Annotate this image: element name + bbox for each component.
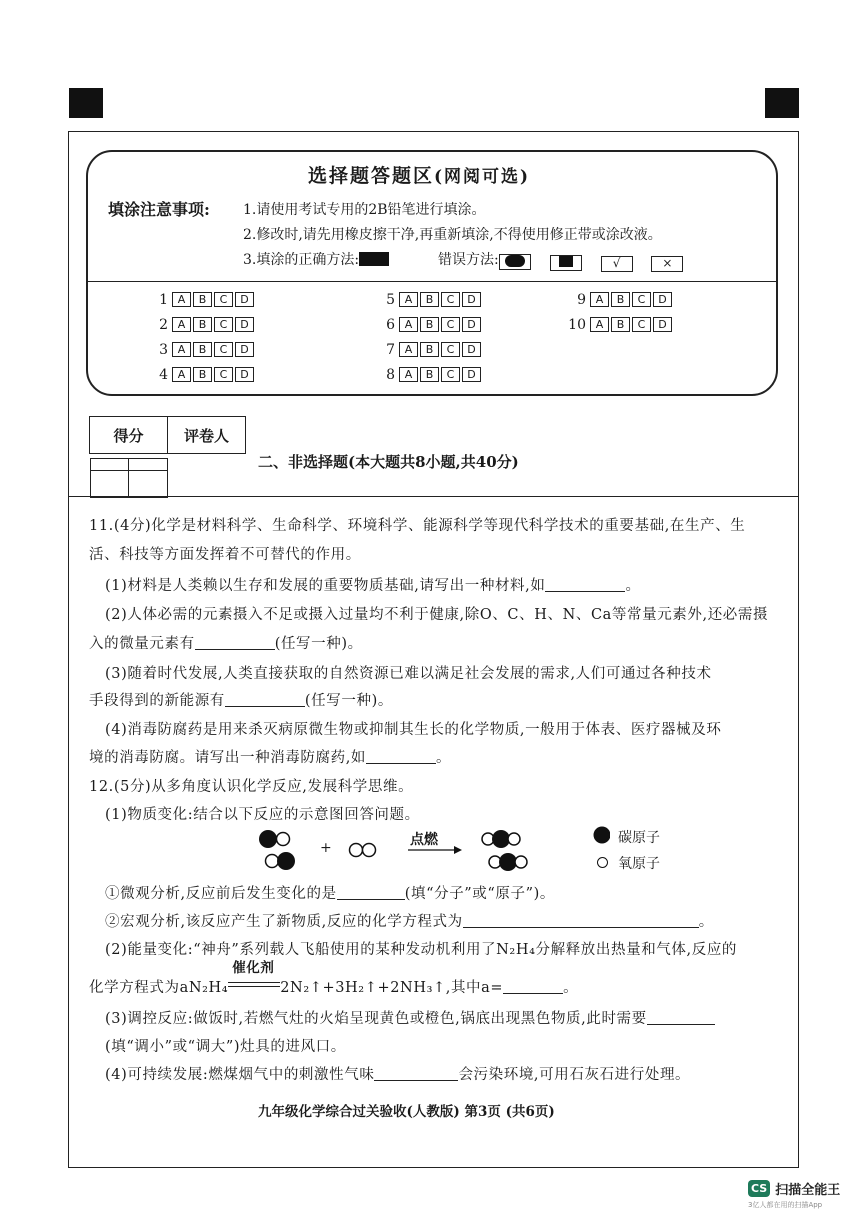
q12-micro-blank[interactable]: [337, 887, 405, 900]
mc-option-a[interactable]: A: [399, 367, 418, 382]
mc-option-a[interactable]: A: [399, 317, 418, 332]
q12-part1-micro: [105, 882, 555, 903]
mc-question-number: 10: [568, 317, 586, 333]
corner-marker-right: [765, 88, 799, 118]
q12-equation-reactant: 化学方程式为aN₂H₄: [89, 980, 229, 996]
mc-option-c[interactable]: C: [441, 317, 460, 332]
mc-option-c[interactable]: C: [632, 317, 651, 332]
mc-option-d[interactable]: D: [235, 342, 254, 357]
note-1: 1.请使用考试专用的2B铅笔进行填涂。: [243, 202, 486, 218]
q11-part1-text: (1)材料是人类赖以生存和发展的重要物质基础,请写出一种材料,如: [105, 578, 546, 594]
q11-part3-end: (任写一种)。: [304, 693, 393, 709]
correct-fill-example: [359, 252, 389, 266]
reaction-condition: 点燃: [410, 832, 438, 848]
mc-question-10: [566, 317, 674, 333]
mc-title: [308, 161, 530, 188]
q11-part2-line2: [89, 632, 363, 653]
q12-part4: [105, 1063, 690, 1084]
q11-intro-line1: 11.(4分)化学是材料科学、生命科学、环境科学、能源科学等现代科学技术的重要基础,在生产、生: [89, 518, 746, 534]
mc-question-number: 9: [577, 292, 586, 308]
mc-option-a[interactable]: A: [590, 317, 609, 332]
q11-part2-blank[interactable]: [195, 637, 275, 650]
notes-heading: 填涂注意事项:: [108, 200, 210, 219]
q11-part2-text: 入的微量元素有: [89, 636, 195, 652]
q11-part3-line1: (3)随着时代发展,人类直接获取的自然资源已难以满足社会发展的需求,人们可通过各种技术: [105, 666, 712, 682]
q12-intro: 12.(5分)从多角度认识化学反应,发展科学思维。: [89, 779, 414, 795]
mc-option-d[interactable]: D: [462, 317, 481, 332]
mc-question-number: 7: [386, 342, 395, 358]
mc-subtitle: (网阅可选): [434, 167, 531, 187]
page-footer: 九年级化学综合过关验收(人教版) 第3页 (共6页): [258, 1104, 555, 1120]
wrong-example-check: √: [601, 256, 633, 272]
mc-option-c[interactable]: C: [214, 317, 233, 332]
mc-question-number: 8: [386, 367, 395, 383]
q12-micro-end: (填“分子”或“原子”)。: [404, 886, 555, 902]
q12-catalyst-label: 催化剂: [232, 960, 275, 976]
legend-oxygen-label: 氧原子: [618, 856, 660, 872]
mc-option-c[interactable]: C: [214, 367, 233, 382]
q11-part3-line2: [89, 689, 393, 710]
mc-option-d[interactable]: D: [462, 342, 481, 357]
mc-divider: [87, 281, 777, 282]
scanner-tagline: 3亿人都在用的扫描App: [748, 1201, 823, 1209]
q12-macro-blank[interactable]: [463, 915, 699, 928]
legend-carbon-symbol: [594, 827, 611, 844]
mc-option-b[interactable]: B: [420, 367, 439, 382]
mc-question-number: 3: [159, 342, 168, 358]
mc-option-b[interactable]: B: [420, 292, 439, 307]
q11-part2-line1: (2)人体必需的元素摄入不足或摄入过量均不利于健康,除O、C、H、N、Ca等常量元素外,还必需摄: [105, 607, 769, 623]
grader-cell[interactable]: [129, 459, 168, 498]
q11-part4-end: 。: [436, 750, 452, 766]
mc-option-b[interactable]: B: [193, 292, 212, 307]
q11-part3-text: 手段得到的新能源有: [89, 693, 225, 709]
mc-option-a[interactable]: A: [172, 342, 191, 357]
score-header: 得分: [90, 417, 168, 454]
mc-question-number: 2: [159, 317, 168, 333]
q12-part4-text: (4)可持续发展:燃煤烟气中的刺激性气味: [105, 1067, 375, 1083]
mc-option-b[interactable]: B: [193, 317, 212, 332]
mc-option-d[interactable]: D: [462, 292, 481, 307]
mc-option-c[interactable]: C: [441, 367, 460, 382]
mc-option-d[interactable]: D: [235, 292, 254, 307]
q12-part3-blank[interactable]: [647, 1012, 715, 1025]
q11-part4-blank[interactable]: [366, 751, 436, 764]
mc-option-b[interactable]: B: [420, 317, 439, 332]
mc-question-number: 6: [386, 317, 395, 333]
q12-a-blank[interactable]: [503, 981, 563, 994]
mc-option-b[interactable]: B: [420, 342, 439, 357]
q12-macro-text: ②宏观分析,该反应产生了新物质,反应的化学方程式为: [105, 914, 463, 930]
reactant-co-molecule-2: [266, 852, 296, 870]
mc-option-c[interactable]: C: [441, 292, 460, 307]
q11-part1-blank[interactable]: [545, 579, 625, 592]
q12-part4-blank[interactable]: [374, 1068, 458, 1081]
q11-part1: [105, 574, 641, 595]
mc-option-d[interactable]: D: [235, 317, 254, 332]
mc-question-6: [375, 317, 483, 333]
mc-question-number: 1: [159, 292, 168, 308]
wrong-method-label: 错误方法:: [437, 252, 499, 268]
mc-title-text: 选择题答题区: [308, 165, 435, 187]
mc-option-c[interactable]: C: [441, 342, 460, 357]
mc-option-a[interactable]: A: [172, 317, 191, 332]
legend-carbon-label: 碳原子: [618, 830, 660, 846]
q12-equation-end: 。: [563, 980, 579, 996]
scanner-app-name: 扫描全能王: [775, 1183, 841, 1198]
product-co2-molecule-2: [489, 853, 527, 871]
mc-option-a[interactable]: A: [172, 367, 191, 382]
mc-option-a[interactable]: A: [399, 342, 418, 357]
mc-option-a[interactable]: A: [172, 292, 191, 307]
q12-part1-macro: [105, 910, 714, 931]
mc-option-b[interactable]: B: [611, 292, 630, 307]
reactant-co-molecule-1: [259, 830, 290, 848]
scanner-logo-icon: CS: [748, 1180, 770, 1197]
product-co2-molecule-1: [482, 830, 520, 848]
mc-option-b[interactable]: B: [193, 342, 212, 357]
wrong-example-cross: ×: [651, 256, 683, 272]
section-divider: [68, 496, 799, 497]
mc-question-9: [566, 292, 674, 308]
wrong-example-partial: [550, 255, 582, 271]
mc-option-d[interactable]: D: [235, 367, 254, 382]
q11-part4-line1: (4)消毒防腐药是用来杀灭病原微生物或抑制其生长的化学物质,一般用于体表、医疗器械及环: [105, 722, 722, 738]
q12-part3-text: (3)调控反应:做饭时,若燃气灶的火焰呈现黄色或橙色,锅底出现黑色物质,此时需要: [105, 1011, 647, 1027]
mc-question-number: 4: [159, 367, 168, 383]
wrong-example-dot: [499, 254, 531, 270]
q11-part4-text: 境的消毒防腐。请写出一种消毒防腐药,如: [89, 750, 367, 766]
mc-option-a[interactable]: A: [590, 292, 609, 307]
mc-question-3: [148, 342, 256, 358]
corner-marker-left: [69, 88, 103, 118]
q12-part2-line1: (2)能量变化:“神舟”系列载人飞船使用的某种发动机利用了N₂H₄分解释放出热量和气体,反应的: [105, 942, 738, 958]
mc-option-c[interactable]: C: [214, 292, 233, 307]
note-2: 2.修改时,请先用橡皮擦干净,再重新填涂,不得使用修正带或涂改液。: [243, 227, 662, 243]
scanner-watermark: [748, 1178, 840, 1210]
q12-equation-products: 2N₂↑+3H₂↑+2NH₃↑,其中a=: [280, 980, 504, 996]
q12-part4-end: 会污染环境,可用石灰石进行处理。: [458, 1067, 691, 1083]
mc-option-b[interactable]: B: [611, 317, 630, 332]
section2-title: 二、非选择题(本大题共8小题,共40分): [258, 453, 519, 471]
q11-part3-blank[interactable]: [225, 694, 305, 707]
mc-question-5: [375, 292, 483, 308]
q12-equation-arrow: [228, 960, 280, 990]
mc-option-d[interactable]: D: [653, 317, 672, 332]
reactant-o2-molecule: [350, 844, 376, 857]
q12-macro-end: 。: [698, 914, 714, 930]
q12-part2-line2: [89, 960, 579, 997]
score-cell[interactable]: [90, 459, 129, 498]
mc-option-d[interactable]: D: [653, 292, 672, 307]
q11-part4-line2: [89, 746, 451, 767]
mc-question-1: [148, 292, 256, 308]
mc-question-8: [375, 367, 483, 383]
mc-question-number: 5: [386, 292, 395, 308]
mc-question-4: [148, 367, 256, 383]
mc-question-2: [148, 317, 256, 333]
q12-part1: (1)物质变化:结合以下反应的示意图回答问题。: [105, 807, 420, 823]
correct-method-label: 3.填涂的正确方法:: [243, 252, 360, 268]
mc-option-b[interactable]: B: [193, 367, 212, 382]
grader-header: 评卷人: [168, 417, 246, 454]
q12-part3-line1: [105, 1007, 715, 1028]
mc-option-a[interactable]: A: [399, 292, 418, 307]
mc-option-c[interactable]: C: [214, 342, 233, 357]
mc-question-7: [375, 342, 483, 358]
score-table: [89, 416, 246, 473]
q12-part3-line2: (填“调小”或“调大”)灶具的进风口。: [105, 1039, 346, 1055]
reaction-plus: +: [320, 840, 332, 856]
q12-micro-text: ①微观分析,反应前后发生变化的是: [105, 886, 337, 902]
mc-option-d[interactable]: D: [462, 367, 481, 382]
legend-oxygen-symbol: [597, 857, 608, 868]
q11-part2-end: (任写一种)。: [274, 636, 363, 652]
mc-option-c[interactable]: C: [632, 292, 651, 307]
note-3: [243, 249, 683, 272]
q11-intro-line2: 活、科技等方面发挥着不可替代的作用。: [89, 547, 361, 563]
q11-part1-end: 。: [625, 578, 641, 594]
